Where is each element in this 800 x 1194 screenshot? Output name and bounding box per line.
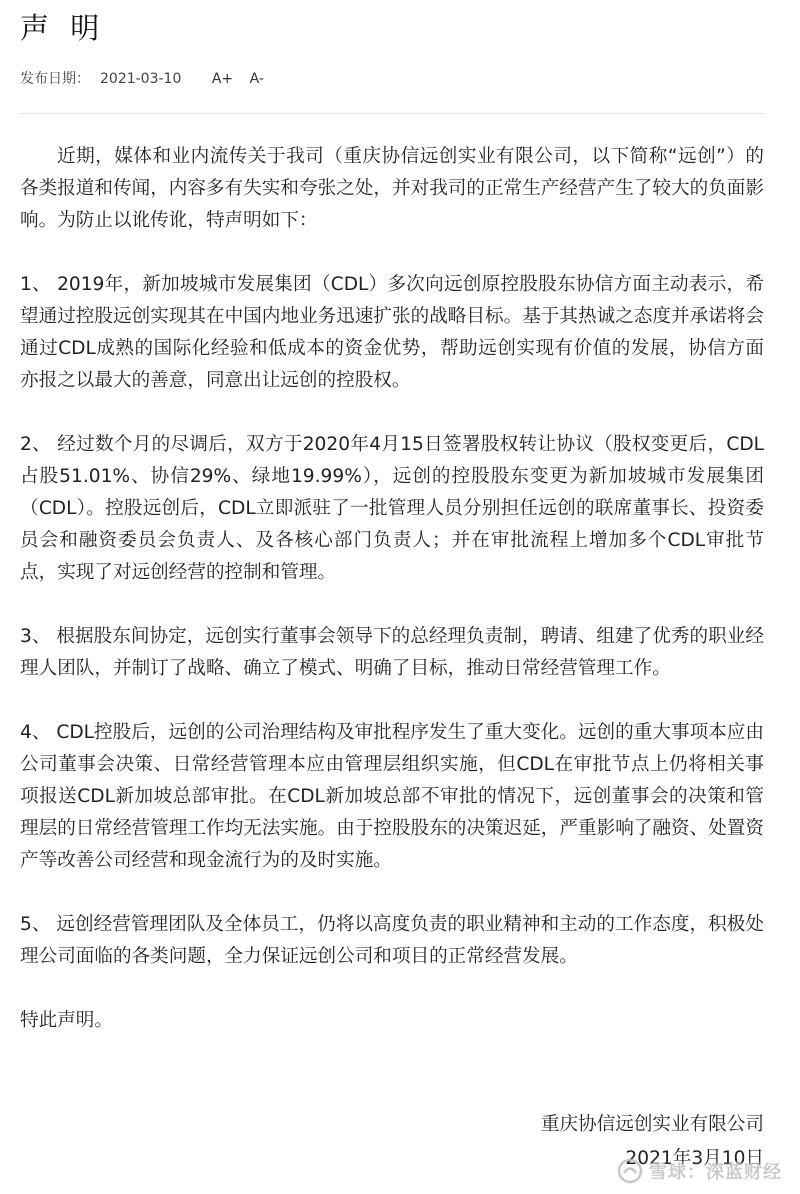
signature-company: 重庆协信远创实业有限公司 <box>540 1114 764 1135</box>
statement-item-5: 5、 远创经营管理团队及全体员工，仍将以高度负责的职业精神和主动的工作态度，积极处理公司面临的各类问题，全力保证远创公司和项目的正常经营发展。 <box>20 914 764 967</box>
article-body <box>20 141 764 1037</box>
header-divider <box>20 113 764 114</box>
font-decrease-button[interactable]: A- <box>249 71 264 87</box>
publish-date: 2021-03-10 <box>100 71 182 87</box>
statement-item-2: 2、 经过数个月的尽调后，双方于2020年4月15日签署股权转让协议（股权变更后，CDL占股51.01%、协信29%、绿地19.99%），远创的控股股东变更为新加坡城市发展集团（CDL）。控股远创后，CDL立即派驻了一批管理人员分别担任远创的联席董事长、投资委员会和融资委员会负责人、及各核心部门负责人；并在审批流程上增加多个CDL审批节点，实现了对远创经营的控制和管理。 <box>20 434 764 583</box>
statement-item-3: 3、 根据股东间协定，远创实行董事会领导下的总经理负责制，聘请、组建了优秀的职业经理人团队，并制订了战略、确立了模式、明确了目标，推动日常经营管理工作。 <box>20 626 764 679</box>
article-meta <box>20 67 264 91</box>
closing-paragraph: 特此声明。 <box>20 1010 113 1031</box>
font-increase-button[interactable]: A+ <box>211 71 234 87</box>
page-title: 声 明 <box>20 11 106 45</box>
snowball-logo-icon <box>617 1158 643 1184</box>
signature-date: 2021年3月10日 <box>625 1148 764 1169</box>
publish-date-label: 发布日期： <box>20 71 90 87</box>
watermark-text: 雪球：深蓝财经 <box>649 1162 782 1183</box>
watermark <box>617 1154 782 1188</box>
statement-item-1: 1、 2019年，新加坡城市发展集团（CDL）多次向远创原控股股东协信方面主动表示，希望通过控股远创实现其在中国内地业务迅速扩张的战略目标。基于其热诚之态度并承诺将会通过CDL成熟的国际化经验和低成本的资金优势，帮助远创实现有价值的发展，协信方面亦报之以最大的善意，同意出让远创的控股权。 <box>20 274 764 391</box>
intro-paragraph: 近期，媒体和业内流传关于我司（重庆协信远创实业有限公司，以下简称“远创”）的各类报道和传闻，内容多有失实和夸张之处，并对我司的正常生产经营产生了较大的负面影响。为防止以讹传讹，特声明如下： <box>20 146 764 231</box>
statement-item-4: 4、 CDL控股后，远创的公司治理结构及审批程序发生了重大变化。远创的重大事项本应由公司董事会决策、日常经营管理本应由管理层组织实施，但CDL在审批节点上仍将相关事项报送CDL新加坡总部审批。在CDL新加坡总部不审批的情况下，远创董事会的决策和管理层的日常经营管理工作均无法实施。由于控股股东的决策迟延，严重影响了融资、处置资产等改善公司经营和现金流行为的及时实施。 <box>20 722 764 871</box>
